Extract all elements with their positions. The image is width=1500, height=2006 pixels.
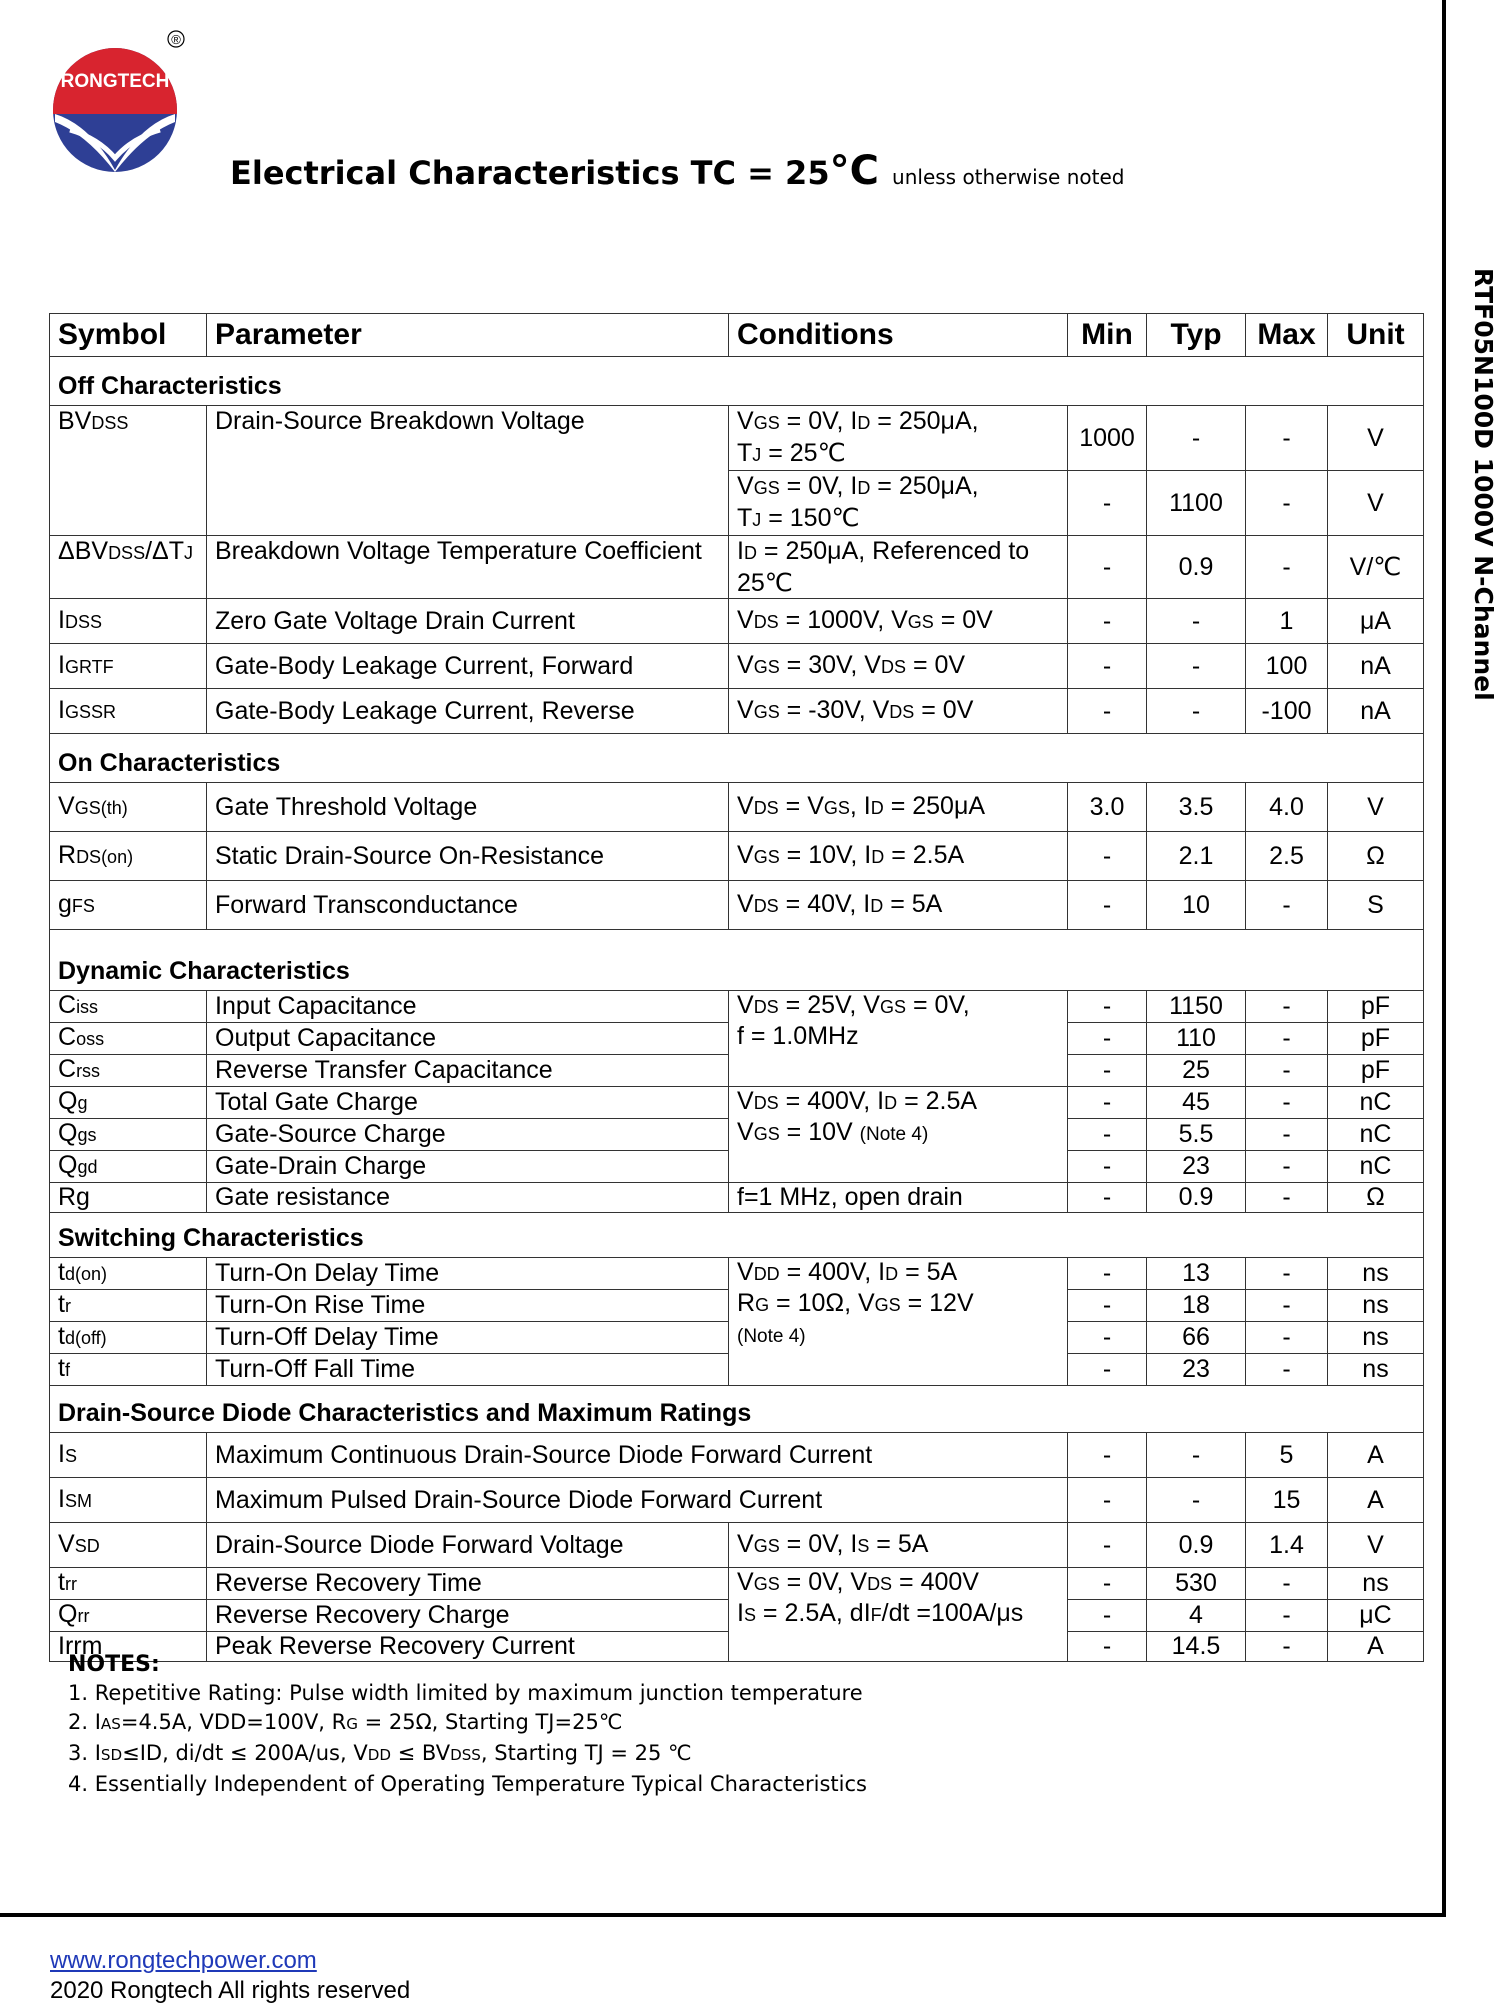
table-row: Qrr Reverse Recovery Charge - 4 - μC (50, 1600, 1424, 1632)
side-title: RTF05N100D 1000V N-Channel (1469, 268, 1498, 701)
table-row: ISM Maximum Pulsed Drain-Source Diode Forward Current - - 15 A (50, 1478, 1424, 1523)
table-row: Qg Total Gate Charge VDS = 400V, ID = 2.5A VGS = 10V (Note 4) - 45 - nC (50, 1087, 1424, 1119)
header-typ: Typ (1147, 314, 1246, 357)
table-row: BVDSS Drain-Source Breakdown Voltage VGS = 0V, ID = 250μA, TJ = 25℃ 1000 - - V (50, 406, 1424, 471)
table-row: Qgs Gate-Source Charge - 5.5 - nC (50, 1119, 1424, 1151)
copyright-text: 2020 Rongtech All rights reserved (50, 1977, 411, 2004)
table-row: IGSSR Gate-Body Leakage Current, Reverse VGS = -30V, VDS = 0V - - -100 nA (50, 689, 1424, 734)
table-row: Qgd Gate-Drain Charge - 23 - nC (50, 1151, 1424, 1183)
table-row: VGS = 0V, ID = 250μA, TJ = 150℃ - 1100 - V (50, 471, 1424, 536)
note-4: 4. Essentially Independent of Operating Temperature Typical Characteristics (68, 1772, 867, 1796)
note-1: 1. Repetitive Rating: Pulse width limited by maximum junction temperature (68, 1681, 863, 1705)
section-dynamic: Dynamic Characteristics (50, 930, 1424, 991)
notes-title: NOTES: (68, 1652, 160, 1677)
header-min: Min (1068, 314, 1147, 357)
table-row: IGRTF Gate-Body Leakage Current, Forward VGS = 30V, VDS = 0V - - 100 nA (50, 644, 1424, 689)
note-3: 3. ISD≤ID, di/dt ≤ 200A/us, VDD ≤ BVDSS, Starting TJ = 25 ℃ (68, 1741, 692, 1765)
table-row: td(on) Turn-On Delay Time VDD = 400V, ID = 5A RG = 10Ω, VGS = 12V (Note 4) - 13 - ns (50, 1258, 1424, 1290)
logo-text: RONGTECH (60, 71, 170, 92)
table-row: trr Reverse Recovery Time VGS = 0V, VDS = 400V IS = 2.5A, dIF/dt =100A/μs - 530 - ns (50, 1568, 1424, 1600)
table-row: tr Turn-On Rise Time - 18 - ns (50, 1290, 1424, 1322)
characteristics-table (49, 313, 1424, 1662)
table-row: RDS(on) Static Drain-Source On-Resistance VGS = 10V, ID = 2.5A - 2.1 2.5 Ω (50, 832, 1424, 881)
table-row: IS Maximum Continuous Drain-Source Diode Forward Current - - 5 A (50, 1433, 1424, 1478)
section-diode: Drain-Source Diode Characteristics and Maximum Ratings (50, 1386, 1424, 1433)
table-row: td(off) Turn-Off Delay Time - 66 - ns (50, 1322, 1424, 1354)
table-row: Crss Reverse Transfer Capacitance - 25 - pF (50, 1055, 1424, 1087)
table-row: Ciss Input Capacitance VDS = 25V, VGS = 0V, f = 1.0MHz - 1150 - pF (50, 991, 1424, 1023)
page-heading: Electrical Characteristics TC = 25°C unless otherwise noted (230, 148, 1125, 194)
table-row: Coss Output Capacitance - 110 - pF (50, 1023, 1424, 1055)
header-parameter: Parameter (207, 314, 729, 357)
footer (50, 1946, 410, 2006)
header-unit: Unit (1328, 314, 1424, 357)
table-row: tf Turn-Off Fall Time - 23 - ns (50, 1354, 1424, 1386)
table-header (50, 314, 1424, 357)
website-link[interactable]: www.rongtechpower.com (50, 1947, 317, 1974)
rongtech-logo (40, 30, 190, 175)
notes-section (68, 1650, 867, 1799)
registered-mark: ® (171, 32, 181, 47)
table-row: IDSS Zero Gate Voltage Drain Current VDS = 1000V, VGS = 0V - - 1 μA (50, 599, 1424, 644)
section-switching: Switching Characteristics (50, 1213, 1424, 1258)
header-symbol: Symbol (50, 314, 207, 357)
section-on: On Characteristics (50, 734, 1424, 783)
table-row: Rg Gate resistance f=1 MHz, open drain - 0.9 - Ω (50, 1183, 1424, 1213)
table-row: Irrm Peak Reverse Recovery Current - 14.5 - A (50, 1632, 1424, 1662)
section-off: Off Characteristics (50, 357, 1424, 406)
table-row: gFS Forward Transconductance VDS = 40V, ID = 5A - 10 - S (50, 881, 1424, 930)
header-conditions: Conditions (729, 314, 1068, 357)
table-row: VSD Drain-Source Diode Forward Voltage VGS = 0V, IS = 5A - 0.9 1.4 V (50, 1523, 1424, 1568)
table-row: VGS(th) Gate Threshold Voltage VDS = VGS, ID = 250μA 3.0 3.5 4.0 V (50, 783, 1424, 832)
table-row: ΔBVDSS/ΔTJ Breakdown Voltage Temperature Coefficient ID = 250μA, Referenced to 25℃ - 0.9 - V/℃ (50, 536, 1424, 599)
header-max: Max (1246, 314, 1328, 357)
note-2: 2. IAS=4.5A, VDD=100V, RG = 25Ω, Starting TJ=25℃ (68, 1710, 623, 1734)
heading-note: unless otherwise noted (892, 165, 1125, 189)
